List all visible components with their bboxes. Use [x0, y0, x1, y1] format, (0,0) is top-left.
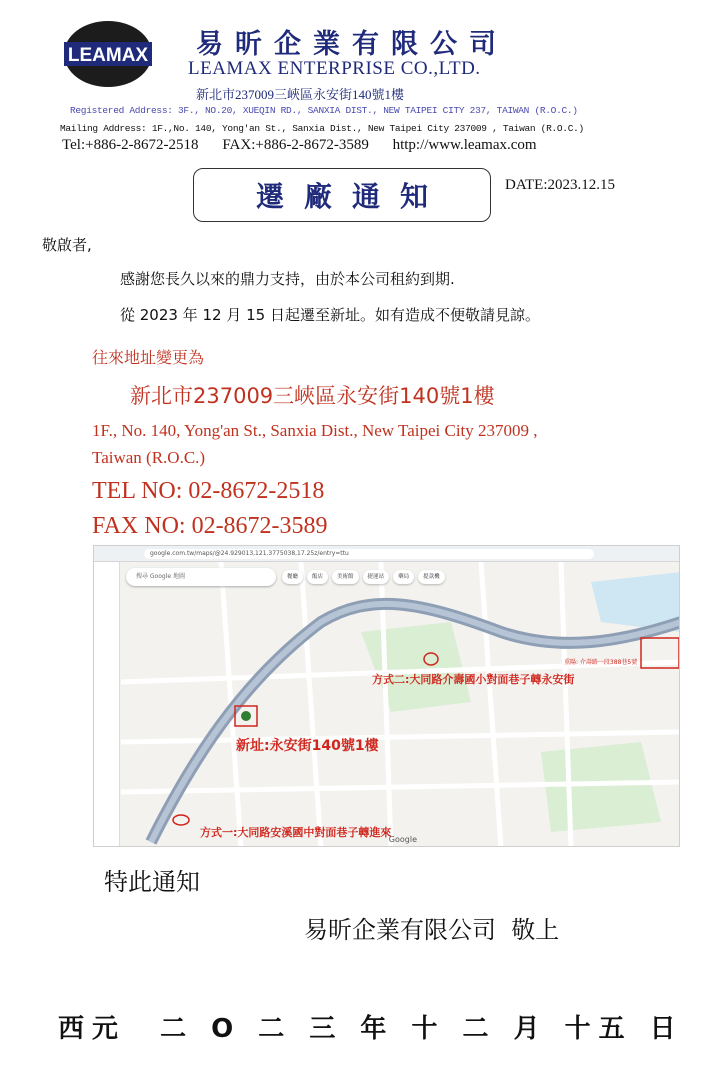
- park-area: [541, 742, 661, 832]
- new-fax: FAX NO: 02-8672-3589: [92, 513, 328, 539]
- closing-signature: 易昕企業有限公司 敬上: [304, 916, 560, 944]
- map-left-rail: [94, 562, 120, 847]
- contact-line: [62, 137, 557, 154]
- map-chip-bar: [282, 570, 445, 584]
- browser-bar: [94, 546, 679, 562]
- registered-address: Registered Address: 3F., NO.20, XUEQIN RD., SANXIA DIST., NEW TAIPEI CITY 237, TAIWAN (R.O.C.): [70, 105, 578, 116]
- map-screenshot: [93, 545, 680, 847]
- notice-title-box: [193, 168, 491, 222]
- map-chip[interactable]: 美術館: [332, 570, 359, 584]
- address-change-label: 往來地址變更為: [92, 348, 205, 367]
- map-label-route1: 方式一:大同路安溪國中對面巷子轉進來: [200, 826, 392, 839]
- salutation: 敬啟者,: [42, 236, 92, 254]
- notice-title: 遷廠通知: [255, 180, 448, 213]
- notice-date: DATE:2023.12.15: [505, 177, 615, 193]
- body-line-1: 感謝您長久以來的鼎力支持，由於本公司租約到期.: [120, 270, 455, 288]
- map-chip[interactable]: 捷運站: [363, 570, 390, 584]
- company-name-cn: 易昕企業有限公司: [196, 29, 508, 60]
- mailing-address: Mailing Address: 1F.,No. 140, Yong'an St., Sanxia Dist., New Taipei City 237009 , Taiwan (R.O.C.): [60, 123, 584, 134]
- map-chip[interactable]: 提款機: [418, 570, 445, 584]
- body-line-2: 從 2023 年 12 月 15 日起遷至新址。如有造成不便敬請見諒。: [120, 306, 540, 324]
- company-name-en: LEAMAX ENTERPRISE CO.,LTD.: [188, 58, 481, 79]
- new-address-en-line1: 1F., No. 140, Yong'an St., Sanxia Dist., New Taipei City 237009 ,: [92, 421, 538, 440]
- new-address-cn: 新北市237009三峽區永安街140號1樓: [130, 384, 495, 408]
- map-search-input[interactable]: 搜尋 Google 地圖: [126, 568, 276, 586]
- new-address-en-line2: Taiwan (R.O.C.): [92, 448, 206, 467]
- header-fax: FAX:+886-2-8672-3589: [222, 137, 369, 153]
- map-chip[interactable]: 飯店: [307, 570, 328, 584]
- closing-notice: 特此通知: [104, 868, 200, 896]
- new-address-pin: [241, 711, 251, 721]
- map-label-new-address: 新址:永安街140號1樓: [236, 738, 379, 754]
- website-link[interactable]: http://www.leamax.com: [392, 137, 537, 153]
- closing-date: 西元 二 O 二 三 年 十 二 月 十五 日: [58, 1014, 684, 1044]
- leamax-logo: [62, 20, 154, 88]
- map-label-route2: 方式二:大同路介壽國小對面巷子轉永安街: [372, 673, 575, 686]
- map-canvas: [121, 562, 680, 847]
- google-watermark: Google: [388, 835, 417, 844]
- new-tel: TEL NO: 02-8672-2518: [92, 478, 325, 504]
- logo-text: LEAMAX: [67, 45, 149, 66]
- map-small-label: 重陽: 介壽路一段388巷5號: [564, 659, 638, 666]
- map-chip[interactable]: 餐廳: [282, 570, 303, 584]
- browser-url: google.com.tw/maps/@24.929013,121.3775038,17.25z/entry=ttu: [144, 549, 594, 559]
- map-chip[interactable]: 藥局: [393, 570, 414, 584]
- header-tel: Tel:+886-2-8672-2518: [62, 137, 199, 153]
- company-address-cn: 新北市237009三峽區永安街140號1樓: [196, 87, 405, 102]
